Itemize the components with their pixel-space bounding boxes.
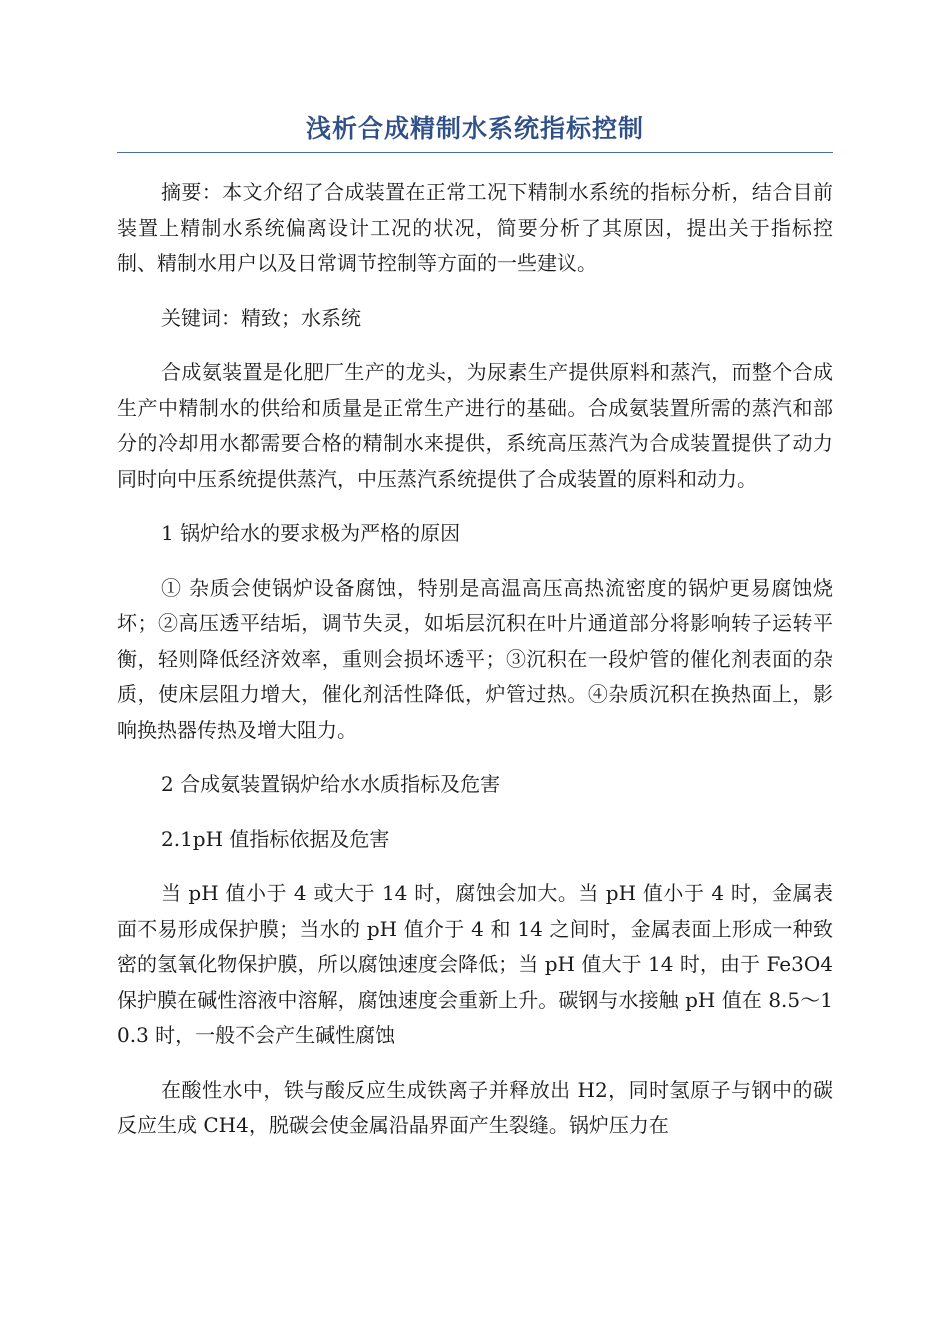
document-page — [117, 112, 833, 1163]
section-heading-1: 1 锅炉给水的要求极为严格的原因 — [161, 521, 461, 545]
document-title: 浅析合成精制水系统指标控制 — [117, 112, 833, 153]
section-heading-2: 2 合成氨装置锅炉给水水质指标及危害 — [161, 772, 501, 796]
section-1-paragraph: ① 杂质会使锅炉设备腐蚀，特别是高温高压高热流密度的锅炉更易腐蚀烧坏；②高压透平结垢，调节失灵，如垢层沉积在叶片通道部分将影响转子运转平衡，轻则降低经济效率，重则会损坏透平；③沉积在一段炉管的催化剂表面的杂质，使床层阻力增大，催化剂活性降低，炉管过热。④杂质沉积在换热面上，影响换热器传热及增大阻力。 — [117, 575, 833, 742]
intro-paragraph: 合成氨装置是化肥厂生产的龙头，为尿素生产提供原料和蒸汽，而整个合成生产中精制水的供给和质量是正常生产进行的基础。合成氨装置所需的蒸汽和部分的冷却用水都需要合格的精制水来提供，系统高压蒸汽为合成装置提供了动力同时向中压系统提供蒸汽，中压蒸汽系统提供了合成装置的原料和动力。 — [117, 360, 833, 491]
acid-water-paragraph: 在酸性水中，铁与酸反应生成铁离子并释放出 H2，同时氢原子与钢中的碳反应生成 CH4，脱碳会使金属沿晶界面产生裂缝。锅炉压力在 — [117, 1077, 833, 1137]
abstract-paragraph: 摘要：本文介绍了合成装置在正常工况下精制水系统的指标分析，结合目前装置上精制水系统偏离设计工况的状况，简要分析了其原因，提出关于指标控制、精制水用户以及日常调节控制等方面的一些建议。 — [117, 180, 833, 275]
keywords-paragraph: 关键词：精致；水系统 — [161, 305, 361, 330]
ph-paragraph: 当 pH 值小于 4 或大于 14 时，腐蚀会加大。当 pH 值小于 4 时，金属表面不易形成保护膜；当水的 pH 值介于 4 和 14 之间时，金属表面上形成一种致密的氢氧化物保护膜，所以腐蚀速度会降低；当 pH 值大于 14 时，由于 Fe3O4 保护膜在碱性溶液中溶解，腐蚀速度会重新上升。碳钢与水接触 pH 值在 8.5～10.3 时，一般不会产生碱性腐蚀 — [117, 881, 833, 1047]
subsection-heading-2-1: 2.1pH 值指标依据及危害 — [161, 826, 390, 851]
document-body — [117, 175, 833, 1144]
